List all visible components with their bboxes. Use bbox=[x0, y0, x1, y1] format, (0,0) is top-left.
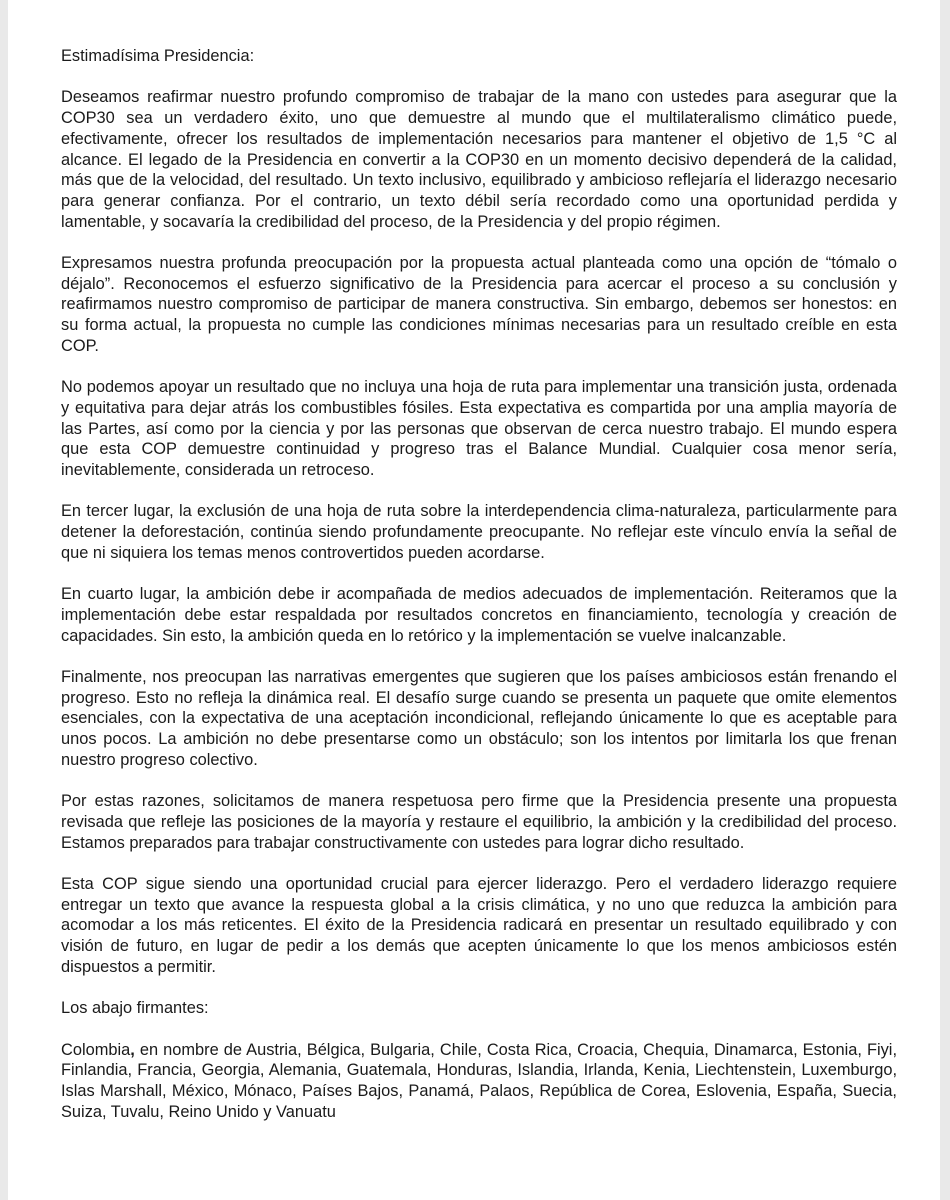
paragraph-narratives: Finalmente, nos preocupan las narrativas emergentes que sugieren que los países ambiciosos están frenando el progreso. Esto no refleja la dinámica real. El desafío surge cuando se presenta un paquete que omite elementos esenciales, con la expectativa de una aceptación incondicional, reflejando únicamente lo que es aceptable para unos pocos. La ambición no debe presentarse como un obstáculo; son los intentos por limitarla los que frenan nuestro progreso colectivo. bbox=[61, 668, 897, 769]
paragraph-commitment: Deseamos reafirmar nuestro profundo compromiso de trabajar de la mano con ustedes para asegurar que la COP30 sea un verdadero éxito, uno que demuestre al mundo que el multilateralismo climático puede, efectivamente, ofrecer los resultados de implementación necesarios para mantener el objetivo de 1,5 °C al alcance. El legado de la Presidencia en convertir a la COP30 en un momento decisivo dependerá de la calidad, más que de la velocidad, del resultado. Un texto inclusivo, equilibrado y ambicioso reflejaría el liderazgo necesario para generar confianza. Por el contrario, un texto débil sería recordado como una oportunidad perdida y lamentable, y socavaría la credibilidad del proceso, de la Presidencia y del propio régimen. bbox=[61, 88, 897, 231]
letter-page bbox=[8, 0, 940, 1200]
signatories-label: Los abajo firmantes: bbox=[61, 999, 209, 1018]
paragraph-deforestation: En tercer lugar, la exclusión de una hoja de ruta sobre la interdependencia clima-naturaleza, particularmente para detener la deforestación, continúa siendo profundamente preocupante. No reflejar este vínculo envía la señal de que ni siquiera los temas menos controvertidos pueden acordarse. bbox=[61, 502, 897, 562]
signatories-list bbox=[61, 1040, 897, 1123]
paragraph-concern: Expresamos nuestra profunda preocupación por la propuesta actual planteada como una opción de “tómalo o déjalo”. Reconocemos el esfuerzo significativo de la Presidencia para acercar el proceso a su conclusión y reafirmamos nuestro compromiso de participar de manera constructiva. Sin embargo, debemos ser honestos: en su forma actual, la propuesta no cumple las condiciones mínimas necesarias para un resultado creíble en esta COP. bbox=[61, 254, 897, 355]
salutation: Estimadísima Presidencia: bbox=[61, 47, 255, 65]
signatories-rest: en nombre de Austria, Bélgica, Bulgaria, Chile, Costa Rica, Croacia, Chequia, Dinamarca, Estonia, Fiyi, Finlandia, Francia, Georgia, Alemania, Guatemala, Honduras, Islandia, Irlanda, Kenia, Liechtenstein, Luxemburgo, Islas Marshall, México, Mónaco, Países Bajos, Panamá, Palaos, República de Corea, Eslovenia, España, Suecia, Suiza, Tuvalu, Reino Unido y Vanuatu bbox=[61, 1040, 897, 1121]
paragraph-request: Por estas razones, solicitamos de manera respetuosa pero firme que la Presidencia presente una propuesta revisada que refleje las posiciones de la mayoría y restaure el equilibrio, la ambición y la credibilidad del proceso. Estamos preparados para trabajar constructivamente con ustedes para lograr dicho resultado. bbox=[61, 792, 897, 852]
signatories-comma: , bbox=[130, 1040, 135, 1059]
signatories-lead: Colombia bbox=[61, 1040, 131, 1059]
paragraph-fossil-fuels: No podemos apoyar un resultado que no incluya una hoja de ruta para implementar una transición justa, ordenada y equitativa para dejar atrás los combustibles fósiles. Esta expectativa es compartida por una amplia mayoría de las Partes, así como por la ciencia y por las personas que observan de cerca nuestro trabajo. El mundo espera que esta COP demuestre continuidad y progreso tras el Balance Mundial. Cualquier cosa menor sería, inevitablemente, considerada un retroceso. bbox=[61, 378, 897, 480]
paragraph-implementation: En cuarto lugar, la ambición debe ir acompañada de medios adecuados de implementación. Reiteramos que la implementación debe estar respaldada por resultados concretos en financiamiento, tecnología y creación de capacidades. Sin esto, la ambición queda en lo retórico y la implementación se vuelve inalcanzable. bbox=[61, 585, 897, 645]
paragraph-leadership: Esta COP sigue siendo una oportunidad crucial para ejercer liderazgo. Pero el verdadero liderazgo requiere entregar un texto que avance la respuesta global a la crisis climática, y no uno que reduzca la ambición para acomodar a los más reticentes. El éxito de la Presidencia radicará en presentar un resultado equilibrado y con visión de futuro, en lugar de pedir a los demás que acepten únicamente lo que los menos ambiciosos estén dispuestos a permitir. bbox=[61, 875, 897, 976]
letter-body bbox=[61, 46, 897, 1143]
